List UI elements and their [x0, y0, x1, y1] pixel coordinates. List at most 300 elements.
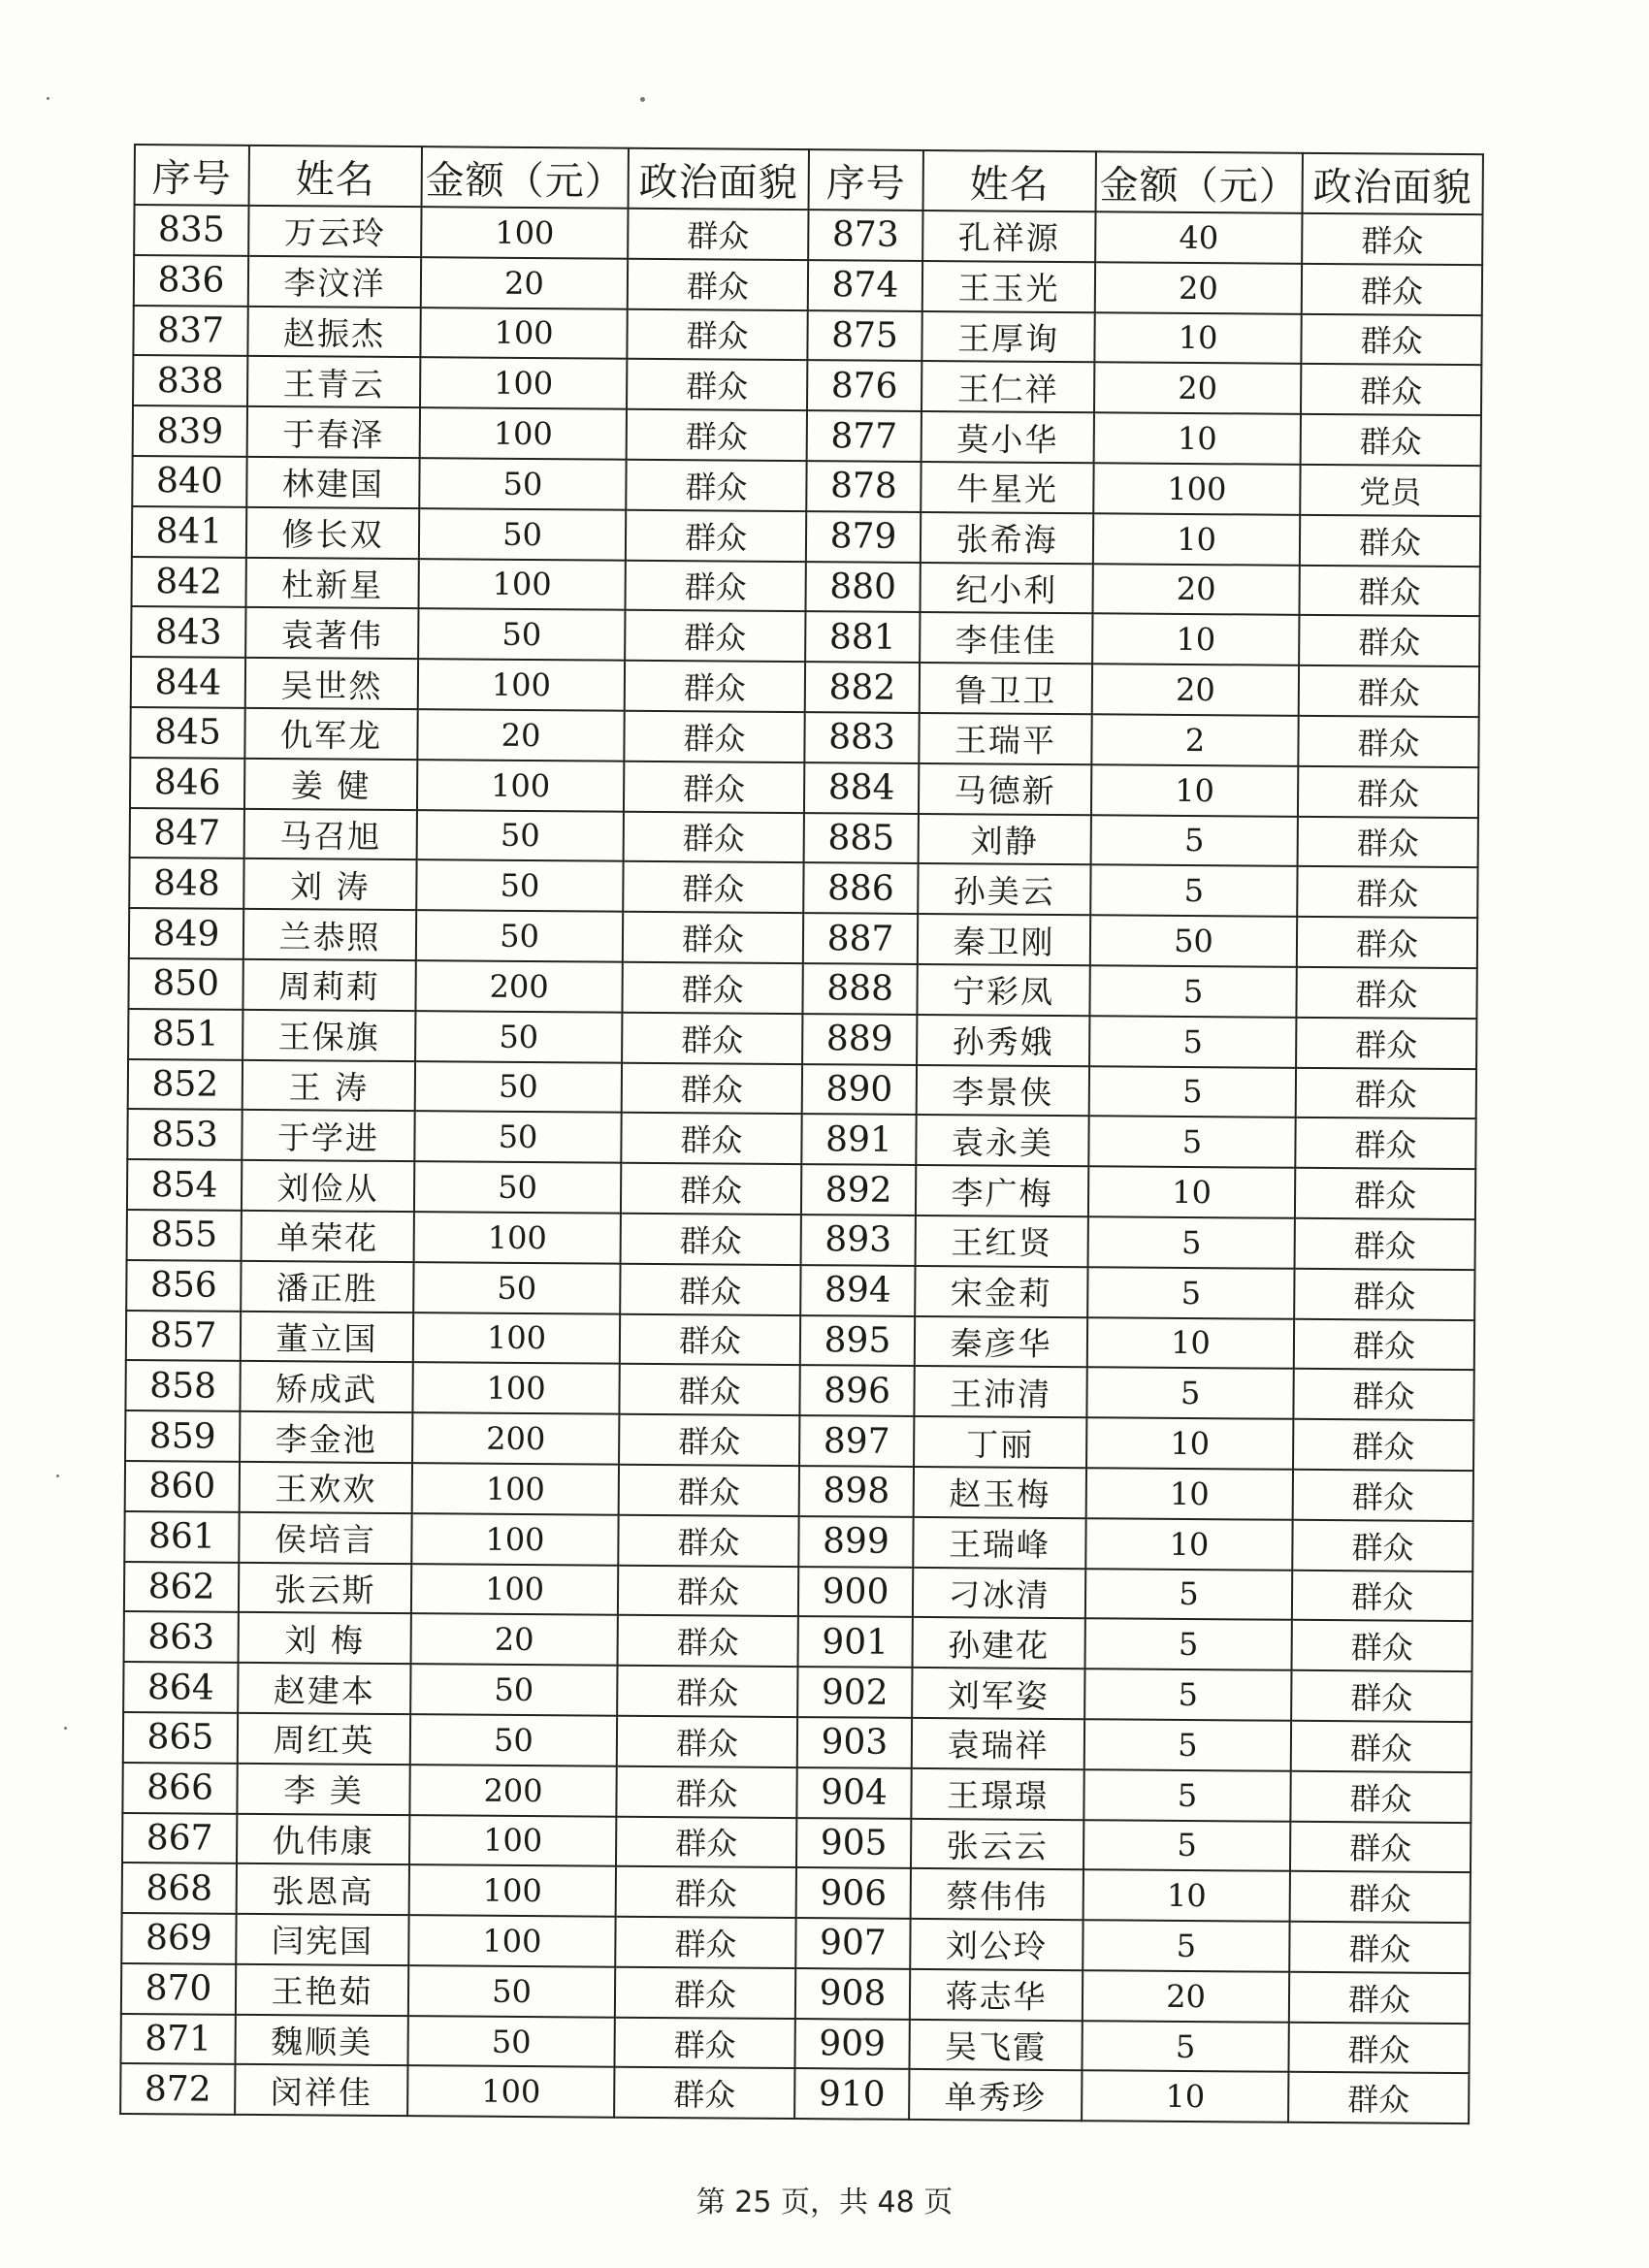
political-status-cell: 群众 — [616, 1816, 796, 1867]
seq-cell: 851 — [128, 1009, 242, 1060]
seq-cell: 866 — [122, 1763, 237, 1814]
political-status-cell: 群众 — [618, 1565, 798, 1616]
seq-cell: 847 — [130, 808, 244, 859]
political-status-cell: 群众 — [619, 1465, 799, 1516]
seq-cell: 894 — [800, 1265, 915, 1316]
seq-cell: 844 — [131, 657, 245, 708]
political-status-cell: 群众 — [1298, 716, 1478, 767]
name-cell: 莫小华 — [922, 411, 1094, 463]
seq-cell: 861 — [124, 1511, 239, 1563]
amount-cell: 5 — [1088, 1216, 1295, 1268]
political-status-cell: 群众 — [619, 1364, 799, 1415]
name-cell: 纪小利 — [920, 563, 1092, 614]
political-status-cell: 群众 — [1298, 766, 1478, 818]
seq-cell: 863 — [124, 1611, 239, 1663]
name-cell: 鲁卫卫 — [920, 663, 1092, 714]
seq-cell: 852 — [128, 1059, 242, 1111]
name-cell: 王沛清 — [914, 1366, 1086, 1417]
amount-cell: 50 — [408, 1965, 615, 2017]
amount-cell: 100 — [414, 1212, 621, 1263]
political-status-cell: 群众 — [1292, 1520, 1472, 1571]
name-cell: 张恩高 — [237, 1863, 409, 1915]
political-status-cell: 群众 — [628, 209, 808, 260]
name-cell: 赵建本 — [238, 1663, 410, 1714]
amount-cell: 50 — [414, 1111, 621, 1162]
political-status-cell: 群众 — [1293, 1470, 1473, 1521]
political-status-cell: 群众 — [617, 1716, 797, 1767]
amount-cell: 10 — [1083, 1870, 1290, 1922]
seq-cell: 848 — [129, 858, 243, 909]
donation-table-container — [119, 144, 1484, 2124]
seq-cell: 895 — [800, 1315, 915, 1367]
amount-cell: 5 — [1087, 1267, 1294, 1318]
name-cell: 李金池 — [240, 1411, 412, 1463]
political-status-cell: 群众 — [620, 1263, 800, 1314]
name-cell: 王保旗 — [242, 1010, 415, 1061]
donation-table — [119, 144, 1484, 2124]
political-status-cell: 群众 — [621, 1163, 801, 1215]
name-cell: 王玉光 — [922, 261, 1095, 312]
name-cell: 赵振杰 — [247, 306, 420, 357]
seq-cell: 900 — [798, 1567, 913, 1618]
political-status-cell: 群众 — [614, 2017, 794, 2068]
amount-cell: 50 — [414, 1161, 621, 1213]
name-cell: 刘公玲 — [910, 1919, 1083, 1970]
political-status-cell: 群众 — [1301, 414, 1481, 466]
seq-cell: 903 — [797, 1717, 912, 1768]
political-status-cell: 群众 — [627, 308, 807, 360]
table-header-row — [135, 145, 1483, 214]
seq-cell: 846 — [130, 758, 244, 809]
amount-cell: 20 — [421, 257, 628, 308]
name-cell: 蒋志华 — [910, 1969, 1083, 2021]
seq-cell: 877 — [807, 410, 922, 462]
amount-cell: 50 — [418, 609, 625, 661]
scan-speck — [640, 97, 645, 102]
amount-cell: 40 — [1095, 211, 1302, 263]
amount-cell: 200 — [412, 1412, 619, 1464]
amount-cell: 10 — [1087, 1317, 1294, 1369]
name-cell: 兰恭照 — [243, 909, 416, 960]
seq-cell: 867 — [122, 1812, 237, 1863]
political-status-cell: 群众 — [624, 711, 804, 762]
political-status-cell: 群众 — [1296, 967, 1476, 1019]
header-name: 姓名 — [923, 150, 1096, 211]
name-cell: 袁永美 — [916, 1115, 1088, 1166]
political-status-cell: 群众 — [1294, 1318, 1474, 1370]
political-status-cell: 群众 — [1296, 1018, 1476, 1069]
political-status-cell: 群众 — [1292, 1570, 1472, 1621]
name-cell: 闫宪国 — [236, 1914, 408, 1965]
political-status-cell: 群众 — [1289, 1972, 1470, 2024]
political-status-cell: 群众 — [622, 1012, 802, 1063]
amount-cell: 100 — [413, 1312, 620, 1364]
name-cell: 刘 梅 — [239, 1612, 411, 1664]
political-status-cell: 群众 — [1295, 1168, 1475, 1219]
seq-cell: 881 — [805, 611, 920, 663]
political-status-cell: 群众 — [1302, 213, 1482, 265]
political-status-cell: 群众 — [625, 661, 805, 712]
amount-cell: 20 — [1083, 1970, 1289, 2022]
political-status-cell: 党员 — [1300, 465, 1480, 516]
political-status-cell: 群众 — [626, 460, 806, 511]
seq-cell: 862 — [124, 1561, 239, 1612]
political-status-cell: 群众 — [623, 861, 803, 913]
amount-cell: 100 — [412, 1362, 619, 1413]
name-cell: 王璟璟 — [911, 1768, 1083, 1820]
political-status-cell: 群众 — [621, 1113, 801, 1164]
political-status-cell: 群众 — [1295, 1118, 1475, 1169]
seq-cell: 888 — [802, 963, 917, 1015]
seq-cell: 869 — [121, 1913, 236, 1964]
seq-cell: 853 — [127, 1109, 242, 1160]
header-amount: 金额（元） — [1096, 151, 1303, 213]
seq-cell: 870 — [121, 1963, 236, 2015]
name-cell: 王瑞峰 — [913, 1517, 1085, 1569]
scan-speck — [64, 1727, 67, 1730]
name-cell: 马召旭 — [244, 808, 417, 859]
name-cell: 林建国 — [246, 457, 419, 508]
seq-cell: 885 — [804, 813, 919, 864]
name-cell: 秦彦华 — [915, 1315, 1087, 1367]
political-status-cell: 群众 — [1297, 917, 1477, 968]
name-cell: 李景侠 — [917, 1064, 1089, 1116]
amount-cell: 5 — [1089, 965, 1296, 1017]
political-status-cell: 群众 — [1290, 1821, 1471, 1872]
political-status-cell: 群众 — [616, 1866, 796, 1918]
political-status-cell: 群众 — [1300, 515, 1480, 567]
amount-cell: 50 — [410, 1664, 617, 1715]
amount-cell: 20 — [1092, 664, 1299, 715]
seq-cell: 910 — [794, 2069, 909, 2121]
amount-cell: 100 — [1093, 463, 1300, 514]
name-cell: 王青云 — [247, 356, 420, 407]
name-cell: 张云斯 — [239, 1562, 411, 1613]
scan-speck — [56, 1474, 59, 1477]
name-cell: 仇军龙 — [244, 708, 417, 760]
name-cell: 李广梅 — [916, 1165, 1088, 1216]
name-cell: 王厚询 — [922, 311, 1094, 363]
amount-cell: 10 — [1086, 1417, 1293, 1469]
name-cell: 李佳佳 — [920, 612, 1092, 664]
seq-cell: 878 — [806, 461, 921, 512]
seq-cell: 897 — [799, 1415, 914, 1467]
political-status-cell: 群众 — [1293, 1419, 1473, 1471]
political-status-cell: 群众 — [1299, 665, 1479, 717]
political-status-cell: 群众 — [1301, 313, 1481, 365]
political-status-cell: 群众 — [622, 962, 802, 1014]
amount-cell: 100 — [418, 559, 625, 610]
amount-cell: 5 — [1084, 1719, 1291, 1770]
name-cell: 吴飞霞 — [909, 2020, 1082, 2071]
political-status-cell: 群众 — [1301, 364, 1481, 415]
amount-cell: 50 — [417, 810, 624, 861]
political-status-cell: 群众 — [1289, 1922, 1470, 1973]
amount-cell: 10 — [1094, 312, 1301, 364]
political-status-cell: 群众 — [1290, 1770, 1471, 1822]
name-cell: 孙秀娥 — [917, 1015, 1089, 1066]
seq-cell: 839 — [133, 405, 247, 457]
header-political-status: 政治面貌 — [1303, 153, 1483, 214]
amount-cell: 10 — [1088, 1166, 1295, 1217]
name-cell: 刁冰清 — [913, 1567, 1085, 1618]
name-cell: 吴世然 — [245, 658, 418, 709]
amount-cell: 50 — [415, 1061, 622, 1113]
name-cell: 孙建花 — [913, 1617, 1085, 1669]
amount-cell: 20 — [411, 1613, 618, 1665]
scan-speck — [47, 97, 49, 100]
name-cell: 仇伟康 — [237, 1813, 409, 1864]
name-cell: 潘正胜 — [241, 1261, 413, 1312]
name-cell: 修长双 — [246, 507, 419, 559]
seq-cell: 849 — [129, 908, 243, 959]
political-status-cell: 群众 — [1290, 1871, 1471, 1923]
political-status-cell: 群众 — [614, 2067, 794, 2119]
political-status-cell: 群众 — [624, 811, 804, 862]
amount-cell: 5 — [1083, 1920, 1289, 1971]
amount-cell: 100 — [420, 407, 627, 459]
amount-cell: 5 — [1085, 1569, 1292, 1620]
amount-cell: 50 — [419, 508, 626, 560]
name-cell: 袁瑞祥 — [912, 1718, 1084, 1769]
seq-cell: 868 — [122, 1863, 237, 1914]
name-cell: 姜 健 — [244, 759, 417, 810]
header-amount: 金额（元） — [422, 146, 629, 209]
political-status-cell: 群众 — [622, 1062, 802, 1114]
name-cell: 单秀珍 — [909, 2069, 1082, 2121]
amount-cell: 20 — [1094, 363, 1301, 414]
name-cell: 王艳茹 — [236, 1964, 408, 2016]
amount-cell: 5 — [1089, 1016, 1296, 1067]
amount-cell: 200 — [415, 960, 622, 1012]
seq-cell: 889 — [802, 1014, 917, 1065]
political-status-cell: 群众 — [623, 912, 803, 963]
political-status-cell: 群众 — [619, 1414, 799, 1466]
political-status-cell: 群众 — [617, 1666, 797, 1717]
name-cell: 张希海 — [921, 512, 1093, 564]
name-cell: 于学进 — [242, 1110, 414, 1161]
political-status-cell: 群众 — [1298, 816, 1478, 867]
header-seq: 序号 — [809, 149, 923, 211]
amount-cell: 50 — [413, 1262, 620, 1313]
seq-cell: 893 — [801, 1215, 916, 1266]
political-status-cell: 群众 — [627, 409, 807, 461]
political-status-cell: 群众 — [618, 1615, 798, 1667]
seq-cell: 898 — [799, 1466, 914, 1517]
name-cell: 刘俭从 — [242, 1160, 414, 1212]
name-cell: 马德新 — [919, 763, 1091, 815]
name-cell: 宁彩凤 — [917, 964, 1089, 1016]
seq-cell: 886 — [803, 862, 918, 914]
amount-cell: 5 — [1082, 2021, 1288, 2072]
seq-cell: 899 — [798, 1516, 913, 1568]
page-footer: 第 25 页，共 48 页 — [695, 2186, 954, 2219]
political-status-cell: 群众 — [1296, 1067, 1476, 1118]
amount-cell: 100 — [418, 659, 625, 710]
political-status-cell: 群众 — [1288, 2022, 1469, 2073]
political-status-cell: 群众 — [625, 560, 805, 611]
name-cell: 杜新星 — [245, 557, 418, 608]
amount-cell: 50 — [419, 458, 626, 509]
name-cell: 丁丽 — [914, 1416, 1086, 1468]
political-status-cell: 群众 — [628, 259, 808, 310]
political-status-cell: 群众 — [1302, 264, 1482, 315]
political-status-cell: 群众 — [624, 761, 804, 812]
political-status-cell: 群众 — [627, 359, 807, 410]
name-cell: 万云玲 — [248, 206, 421, 257]
amount-cell: 5 — [1091, 815, 1298, 866]
political-status-cell: 群众 — [620, 1313, 800, 1365]
seq-cell: 882 — [805, 662, 920, 713]
amount-cell: 5 — [1090, 865, 1297, 917]
amount-cell: 5 — [1089, 1066, 1296, 1118]
political-status-cell: 群众 — [618, 1514, 798, 1566]
name-cell: 李 美 — [237, 1764, 409, 1815]
seq-cell: 838 — [133, 355, 247, 406]
amount-cell: 100 — [408, 1915, 615, 1966]
name-cell: 孙美云 — [918, 863, 1090, 915]
seq-cell: 909 — [794, 2019, 909, 2070]
amount-cell: 5 — [1083, 1769, 1290, 1821]
seq-cell: 890 — [802, 1064, 917, 1116]
name-cell: 刘 涛 — [243, 859, 416, 910]
seq-cell: 902 — [797, 1667, 912, 1718]
political-status-cell: 群众 — [621, 1214, 801, 1265]
name-cell: 孔祥源 — [922, 211, 1095, 262]
amount-cell: 100 — [420, 358, 627, 409]
name-cell: 王欢欢 — [240, 1462, 412, 1513]
header-political-status: 政治面貌 — [629, 148, 809, 210]
header-seq: 序号 — [135, 145, 249, 206]
seq-cell: 883 — [804, 712, 919, 763]
political-status-cell: 群众 — [615, 1917, 795, 1968]
name-cell: 周莉莉 — [242, 959, 415, 1011]
seq-cell: 874 — [808, 260, 922, 311]
name-cell: 单荣花 — [242, 1211, 414, 1262]
political-status-cell: 群众 — [626, 510, 806, 562]
amount-cell: 100 — [412, 1463, 619, 1514]
name-cell: 刘军姿 — [912, 1668, 1084, 1719]
amount-cell: 50 — [407, 2016, 614, 2067]
seq-cell: 835 — [134, 205, 248, 256]
name-cell: 刘静 — [919, 814, 1091, 865]
amount-cell: 100 — [411, 1513, 618, 1565]
name-cell: 张云云 — [911, 1818, 1083, 1869]
political-status-cell: 群众 — [625, 610, 805, 662]
amount-cell: 50 — [416, 860, 623, 912]
amount-cell: 50 — [410, 1714, 617, 1766]
seq-cell: 880 — [805, 562, 920, 613]
seq-cell: 857 — [126, 1311, 241, 1362]
seq-cell: 864 — [123, 1662, 238, 1713]
seq-cell: 904 — [796, 1767, 911, 1819]
political-status-cell: 群众 — [1294, 1269, 1474, 1320]
amount-cell: 5 — [1088, 1117, 1295, 1168]
name-cell: 蔡伟伟 — [911, 1868, 1083, 1920]
amount-cell: 200 — [409, 1765, 616, 1816]
amount-cell: 5 — [1083, 1820, 1290, 1871]
amount-cell: 100 — [420, 308, 627, 359]
seq-cell: 855 — [127, 1210, 242, 1261]
seq-cell: 896 — [799, 1365, 914, 1416]
amount-cell: 50 — [415, 1011, 622, 1062]
name-cell: 王红贤 — [916, 1215, 1088, 1267]
seq-cell: 891 — [801, 1114, 916, 1165]
amount-cell: 10 — [1094, 412, 1301, 464]
political-status-cell: 群众 — [1291, 1721, 1471, 1772]
header-name: 姓名 — [249, 146, 422, 207]
seq-cell: 856 — [126, 1260, 241, 1312]
seq-cell: 837 — [133, 306, 247, 357]
name-cell: 董立国 — [241, 1311, 413, 1362]
seq-cell: 854 — [127, 1159, 242, 1211]
amount-cell: 10 — [1082, 2071, 1288, 2122]
amount-cell: 5 — [1084, 1669, 1291, 1720]
seq-cell: 873 — [808, 210, 922, 261]
seq-cell: 842 — [132, 557, 246, 608]
amount-cell: 100 — [421, 207, 628, 258]
name-cell: 魏顺美 — [235, 2015, 407, 2066]
name-cell: 袁著伟 — [245, 607, 418, 659]
seq-cell: 871 — [120, 2014, 235, 2065]
amount-cell: 20 — [1092, 564, 1299, 615]
seq-cell: 843 — [131, 606, 245, 658]
political-status-cell: 群众 — [1291, 1670, 1471, 1722]
table-row — [120, 2063, 1469, 2123]
name-cell: 矫成武 — [240, 1361, 412, 1412]
name-cell: 王瑞平 — [919, 713, 1091, 764]
seq-cell: 884 — [804, 762, 919, 814]
seq-cell: 858 — [125, 1360, 240, 1411]
political-status-cell: 群众 — [1291, 1620, 1471, 1671]
political-status-cell: 群众 — [1293, 1369, 1473, 1420]
seq-cell: 840 — [132, 456, 246, 507]
seq-cell: 836 — [134, 255, 248, 307]
amount-cell: 10 — [1086, 1468, 1293, 1519]
amount-cell: 100 — [417, 760, 624, 811]
seq-cell: 841 — [132, 506, 246, 558]
seq-cell: 879 — [806, 511, 921, 563]
political-status-cell: 群众 — [1299, 565, 1479, 616]
name-cell: 侯培言 — [239, 1512, 411, 1564]
seq-cell: 887 — [803, 913, 918, 964]
name-cell: 闵祥佳 — [235, 2064, 407, 2116]
name-cell: 周红英 — [238, 1713, 410, 1765]
political-status-cell: 群众 — [1299, 615, 1479, 666]
amount-cell: 50 — [416, 910, 623, 961]
seq-cell: 908 — [795, 1968, 910, 2020]
name-cell: 秦卫刚 — [918, 914, 1090, 965]
seq-cell: 905 — [796, 1818, 911, 1869]
amount-cell: 100 — [409, 1815, 616, 1866]
amount-cell: 20 — [417, 709, 624, 761]
seq-cell: 860 — [125, 1461, 240, 1512]
political-status-cell: 群众 — [1295, 1218, 1475, 1270]
name-cell: 宋金莉 — [915, 1266, 1087, 1317]
seq-cell: 907 — [795, 1918, 910, 1969]
seq-cell: 845 — [130, 707, 244, 759]
amount-cell: 50 — [1090, 915, 1297, 966]
seq-cell: 875 — [807, 310, 922, 362]
amount-cell: 2 — [1091, 714, 1298, 765]
name-cell: 牛星光 — [921, 462, 1093, 513]
amount-cell: 20 — [1095, 262, 1302, 313]
political-status-cell: 群众 — [1288, 2072, 1469, 2123]
table-body — [120, 205, 1482, 2123]
seq-cell: 850 — [128, 958, 242, 1010]
seq-cell: 906 — [796, 1867, 911, 1919]
amount-cell: 5 — [1085, 1619, 1292, 1670]
